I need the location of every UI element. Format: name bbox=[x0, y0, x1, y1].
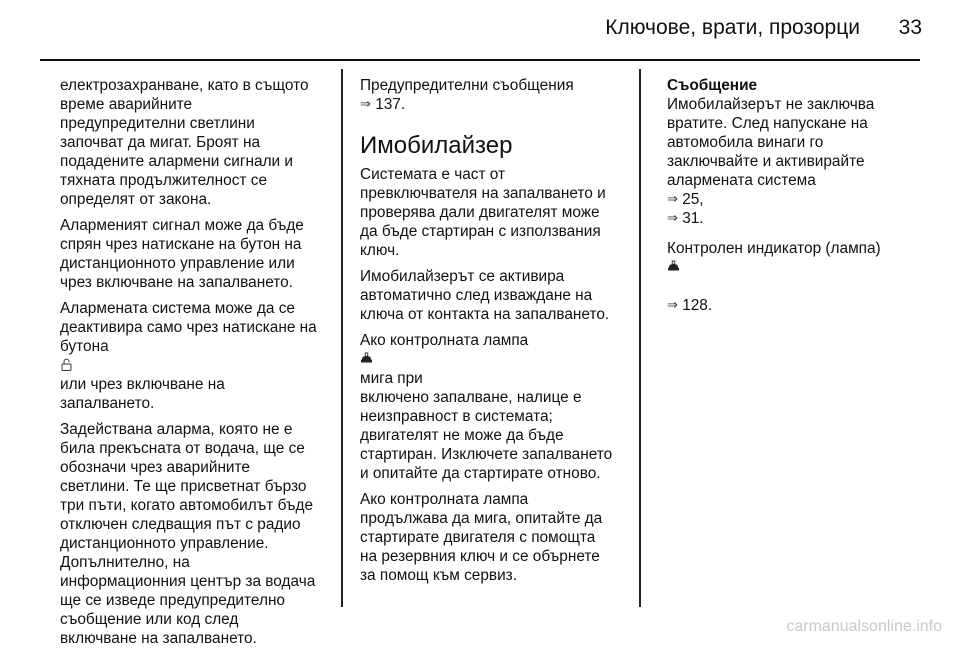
paragraph-text: или чрез включване на запалването. bbox=[60, 376, 225, 412]
paragraph-text: Ако контролната лампа bbox=[360, 332, 529, 349]
paragraph: електрозахранване, като в същото време аварийните предупредителни светлини започват да мигат. Броят на подадените алармени сигнали и тяхната продължителност се определят от закона. bbox=[60, 77, 309, 208]
watermark: carmanualsonline.info bbox=[786, 618, 942, 635]
paragraph-text: Алармената система може да се деактивира само чрез натискане на бутона bbox=[60, 300, 317, 355]
page-reference-icon: ⇒ bbox=[667, 210, 678, 225]
paragraph bbox=[360, 76, 635, 114]
paragraph: Задействана аларма, която не е била прекъсната от водача, ще се обозначи чрез аварийните светлини. Те ще присветнат бързо три пъти, когато автомобилът бъде отключен следващия път с радио дистанционното управление. Допълнително, на информационния център за водача ще се изведе предупредително съобщение или код след включване на запалването. bbox=[60, 421, 316, 647]
text-column-3 bbox=[667, 76, 937, 322]
page-reference[interactable]: 128. bbox=[682, 297, 713, 314]
unlock-icon bbox=[60, 357, 73, 370]
section-heading: Имобилайзер bbox=[360, 132, 513, 159]
page-reference-icon: ⇒ bbox=[360, 96, 371, 111]
paragraph: Системата е част от превключвателя на запалването и проверява дали двигателят може да бъде стартиран с използвания ключ. bbox=[360, 166, 606, 259]
paragraph-text: Предупредителни съобщения bbox=[360, 77, 574, 94]
immobilizer-lamp-icon bbox=[667, 259, 680, 272]
page-header-title: Ключове, врати, прозорци bbox=[605, 16, 860, 39]
text-column-1 bbox=[60, 76, 332, 655]
page-reference[interactable]: 137. bbox=[375, 96, 406, 113]
immobilizer-lamp-icon bbox=[360, 351, 373, 364]
paragraph bbox=[60, 299, 332, 413]
column-divider-2 bbox=[639, 69, 641, 607]
note-title: Съобщение bbox=[667, 77, 758, 94]
paragraph-text: Имобилайзерът не заключва вратите. След напускане на автомобила винаги го заключвайте и активирайте алармената система bbox=[667, 96, 875, 189]
paragraph bbox=[667, 239, 937, 315]
page-reference-icon: ⇒ bbox=[667, 191, 678, 206]
note-box bbox=[667, 76, 937, 228]
text-column-2 bbox=[360, 76, 635, 592]
paragraph bbox=[360, 331, 635, 483]
paragraph: Алармeният сигнал може да бъде спрян чрез натискане на бутон на дистанционното управление или чрез включване на запалването. bbox=[60, 217, 304, 291]
page-reference[interactable]: 31. bbox=[682, 210, 704, 227]
paragraph: Имобилайзерът се активира автоматично след изваждане на ключа от контакта на запалването. bbox=[360, 268, 610, 323]
paragraph-text: мига при включено запалване, налице е неизправност в системата; двигателят не може да бъде стартиран. Изключете запалването и опитайте да стартирате отново. bbox=[360, 370, 613, 482]
header-divider bbox=[40, 59, 920, 61]
paragraph: Ако контролната лампа продължава да мига, опитайте да стартирате двигателя с помощта на резервния ключ и се обърнете за помощ към сервиз. bbox=[360, 491, 603, 584]
page-reference-icon: ⇒ bbox=[667, 297, 678, 312]
note-text bbox=[667, 95, 937, 228]
page-number: 33 bbox=[898, 16, 922, 39]
page-reference[interactable]: 25, bbox=[682, 191, 704, 208]
paragraph-text: Контролен индикатор (лампа) bbox=[667, 240, 881, 257]
column-divider-1 bbox=[341, 69, 343, 607]
